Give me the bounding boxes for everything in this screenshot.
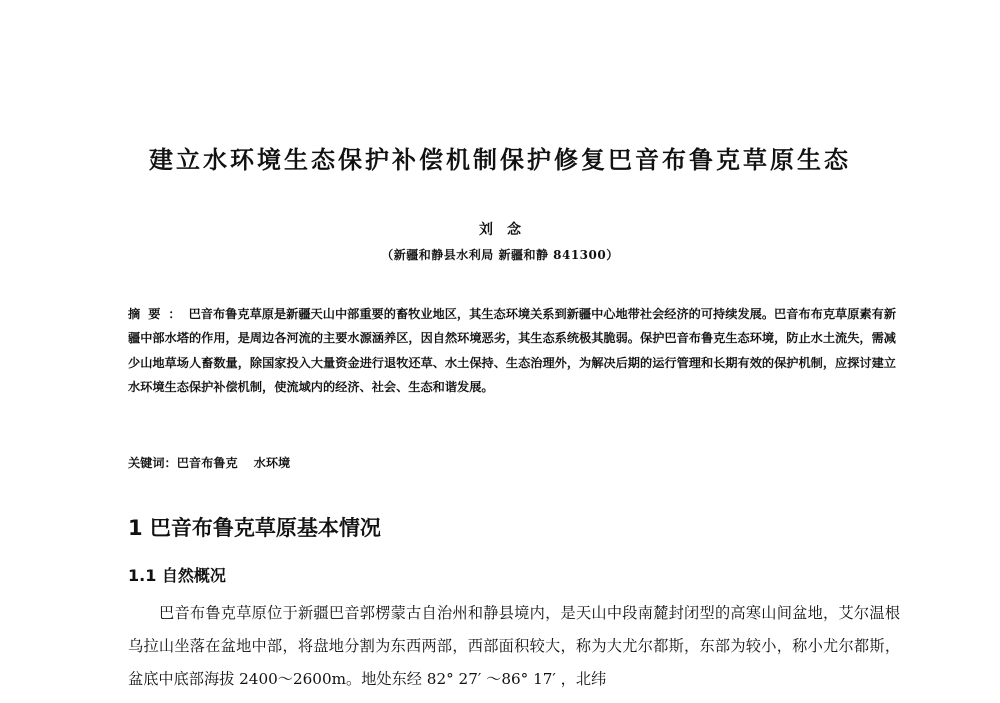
- author-affiliation: （新疆和静县水利局 新疆和静 841300）: [381, 248, 619, 262]
- abstract-label: 摘要：: [128, 307, 189, 321]
- body-paragraph: 巴音布鲁克草原位于新疆巴音郭楞蒙古自治州和静县境内，是天山中段南麓封闭型的高寒山间盆地，艾尔温根乌拉山坐落在盆地中部，将盘地分割为东西两部，西部面积较大，称为大尤尔都斯，东部为较小，称小尤尔都斯，盆底中底部海拔 2400～2600m。地处东经 82° 27′ ～86° 17′ ，北纬: [128, 604, 900, 688]
- keyword-item: 巴音布鲁克: [176, 456, 238, 470]
- abstract-text: 巴音布鲁克草原是新疆天山中部重要的畜牧业地区，其生态环境关系到新疆中心地带社会经济的可持续发展。巴音布布克草原素有新疆中部水塔的作用，是周边各河流的主要水源涵养区，因自然环境恶劣，其生态系统极其脆弱。保护巴音布鲁克生态环境，防止水土流失，需减少山地草场人畜数量，除国家投入大量资金进行退牧还草、水土保持、生态治理外，为解决后期的运行管理和长期有效的保护机制，应探讨建立水环境生态保护补偿机制，使流域内的经济、社会、生态和谐发展。: [128, 307, 897, 395]
- paper-title: 建立水环境生态保护补偿机制保护修复巴音布鲁克草原生态: [149, 145, 851, 174]
- keywords: [128, 451, 896, 475]
- keyword-item: 水环境: [253, 456, 291, 470]
- author-name: 刘念: [479, 222, 535, 238]
- subsection-heading: 1.1 自然概况: [128, 566, 226, 585]
- keywords-label: 关键词：: [128, 456, 177, 470]
- abstract: [128, 302, 896, 400]
- section-heading: 1 巴音布鲁克草原基本情况: [128, 516, 381, 540]
